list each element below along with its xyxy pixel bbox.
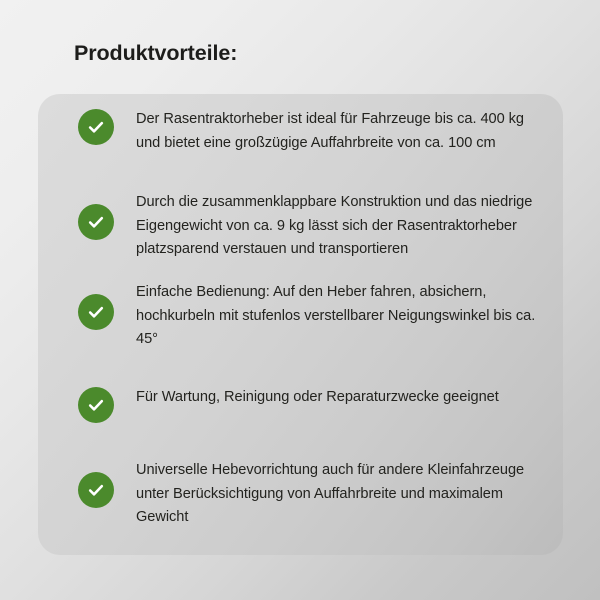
benefit-text: Einfache Bedienung: Auf den Heber fahren, absichern, hochkurbeln mit stufenlos verstellbarer Neigungswinkel bis ca. 45°	[136, 284, 536, 347]
check-circle-icon	[78, 387, 114, 423]
check-circle-icon	[78, 472, 114, 508]
benefit-text: Durch die zusammenklappbare Konstruktion und das niedrige Eigengewicht von ca. 9 kg lässt sich der Rasentraktorheber platzsparend verstauen und transportieren	[136, 194, 533, 257]
benefit-text: Der Rasentraktorheber ist ideal für Fahrzeuge bis ca. 400 kg und bietet eine großzügige Auffahrbreite von ca. 100 cm	[136, 111, 524, 151]
check-circle-icon	[78, 109, 114, 145]
page-title: Produktvorteile:	[74, 41, 238, 65]
check-circle-icon	[78, 204, 114, 240]
benefits-card	[38, 94, 563, 555]
benefit-text: Universelle Hebevorrichtung auch für andere Kleinfahrzeuge unter Berücksichtigung von Auffahrbreite und maximalem Gewicht	[136, 462, 525, 525]
check-circle-icon	[78, 294, 114, 330]
benefit-text: Für Wartung, Reinigung oder Reparaturzwecke geeignet	[136, 389, 499, 405]
